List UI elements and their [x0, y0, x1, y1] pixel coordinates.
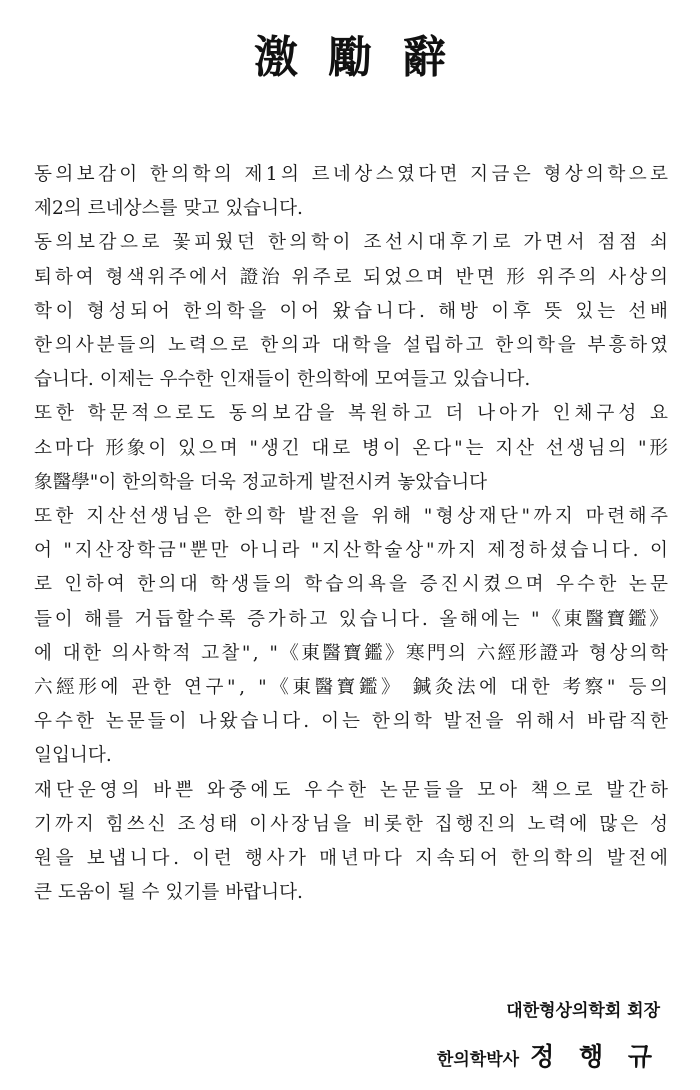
- paragraph-line: 동의보감으로 꽃피웠던 한의학이 조선시대후기로 가면서 점점 쇠: [34, 232, 672, 254]
- paragraph-line: 퇴하여 형색위주에서 證治 위주로 되었으며 반면 形 위주의 사상의: [34, 266, 671, 288]
- paragraph-line: 들이 해를 거듭할수록 증가하고 있습니다. 올해에는 "《東醫寶鑑》: [34, 608, 671, 630]
- paragraph: [34, 226, 672, 397]
- document-body: [34, 158, 672, 910]
- paragraph-line: 큰 도움이 될 수 있기를 바랍니다.: [34, 882, 303, 904]
- paragraph: [34, 158, 672, 226]
- signature-organization: 대한형상의학회 회장: [506, 1001, 660, 1021]
- paragraph-line: 원을 보냅니다. 이런 행사가 매년마다 지속되어 한의학의 발전에: [34, 848, 672, 870]
- paragraph-line: 우수한 논문들이 나왔습니다. 이는 한의학 발전을 위해서 바람직한: [34, 711, 671, 733]
- paragraph: [34, 500, 672, 774]
- paragraph-line: 일입니다.: [34, 745, 112, 767]
- paragraph-line: 六經形에 관한 연구", "《東醫寶鑑》 鍼灸法에 대한 考察" 등의: [34, 677, 672, 699]
- paragraph-line: 또한 지산선생님은 한의학 발전을 위해 "형상재단"까지 마련해주: [34, 506, 672, 528]
- paragraph-line: 제2의 르네상스를 맞고 있습니다.: [34, 198, 303, 220]
- paragraph-line: 로 인하여 한의대 학생들의 학습의욕을 증진시켰으며 우수한 논문: [34, 574, 672, 596]
- paragraph-line: 에 대한 의사학적 고찰", "《東醫寶鑑》寒門의 六經形證과 형상의학: [34, 642, 671, 664]
- signature-name-row: [300, 1040, 660, 1077]
- paragraph-line: 동의보감이 한의학의 제1의 르네상스였다면 지금은 형상의학으로: [34, 164, 672, 185]
- signature-degree: 한의학박사: [436, 1050, 520, 1070]
- paragraph-line: 象醫學"이 한의학을 더욱 정교하게 발전시켜 놓았습니다: [34, 471, 488, 493]
- paragraph-line: 기까지 힘쓰신 조성태 이사장님을 비롯한 집행진의 노력에 많은 성: [34, 813, 671, 835]
- paragraph: [34, 774, 672, 911]
- document-title: 激勵辭: [254, 32, 476, 83]
- paragraph-line: 소마다 形象이 있으며 "생긴 대로 병이 온다"는 지산 선생님의 "形: [34, 437, 671, 459]
- paragraph-line: 한의사분들의 노력으로 한의과 대학을 설립하고 한의학을 부흥하였: [34, 335, 671, 357]
- paragraph: [34, 397, 672, 500]
- paragraph-line: 또한 학문적으로도 동의보감을 복원하고 더 나아가 인체구성 요: [34, 403, 672, 425]
- paragraph-line: 재단운영의 바쁜 와중에도 우수한 논문들을 모아 책으로 발간하: [34, 779, 672, 801]
- paragraph-line: 학이 형성되어 한의학을 이어 왔습니다. 해방 이후 뜻 있는 선배: [34, 300, 672, 322]
- paragraph-line: 어 "지산장학금"뿐만 아니라 "지산학술상"까지 제정하셨습니다. 이: [34, 540, 671, 562]
- signature-name: 정 행 규: [530, 1042, 660, 1071]
- paragraph-line: 습니다. 이제는 우수한 인재들이 한의학에 모여들고 있습니다.: [34, 369, 531, 391]
